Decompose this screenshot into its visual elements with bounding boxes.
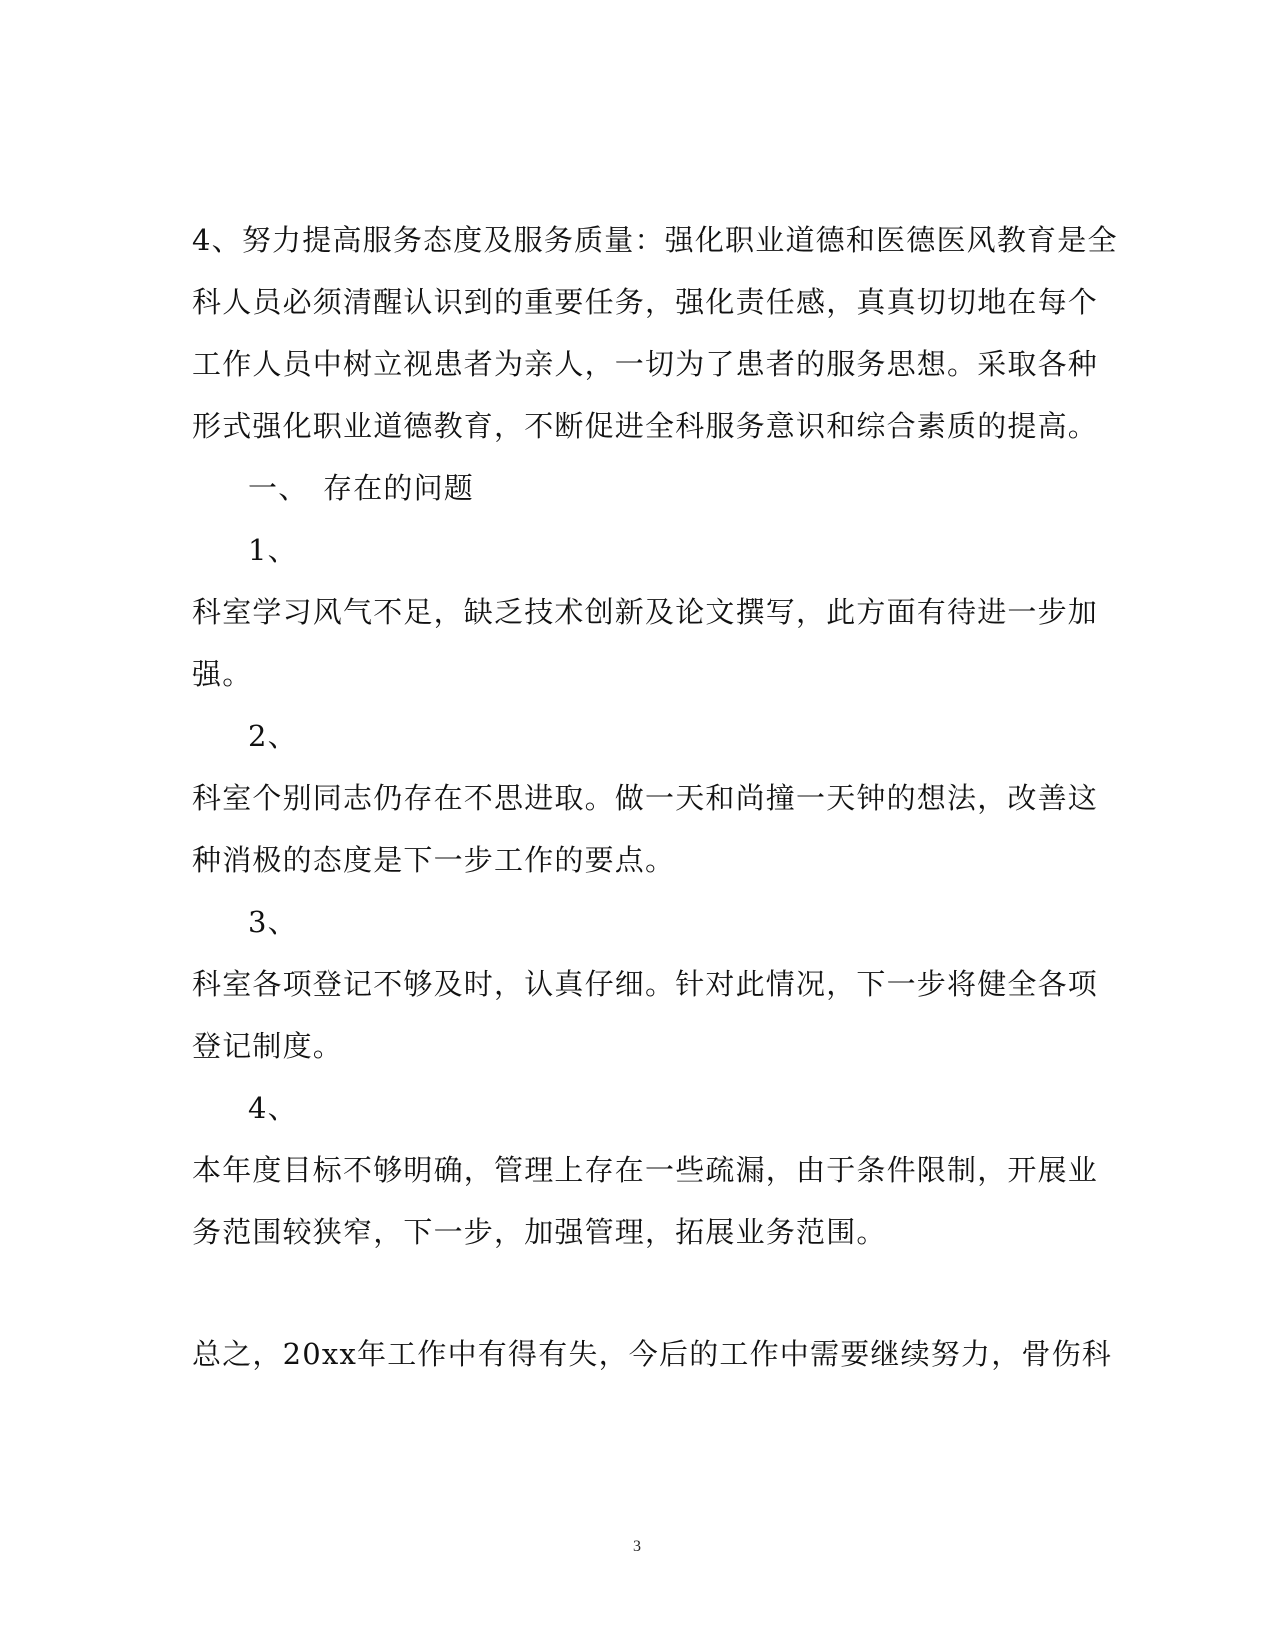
item-text-line: 种消极的态度是下一步工作的要点。 xyxy=(192,843,676,877)
page-number: 3 xyxy=(633,1538,641,1555)
item-text-line: 务范围较狭窄，下一步，加强管理，拓展业务范围。 xyxy=(192,1215,887,1249)
item-text-line: 科室个别同志仍存在不思进取。做一天和尚撞一天钟的想法，改善这 xyxy=(192,781,1099,815)
item-number: 1、 xyxy=(248,533,298,567)
item-number: 3、 xyxy=(248,905,298,939)
item-number: 2、 xyxy=(248,719,298,753)
item-text-line: 本年度目标不够明确，管理上存在一些疏漏，由于条件限制，开展业 xyxy=(192,1153,1099,1187)
paragraph-line: 4、努力提高服务态度及服务质量：强化职业道德和医德医风教育是全 xyxy=(192,223,1118,257)
item-number: 4、 xyxy=(248,1091,298,1125)
paragraph-line: 形式强化职业道德教育，不断促进全科服务意识和综合素质的提高。 xyxy=(192,409,1099,443)
paragraph-line: 工作人员中树立视患者为亲人，一切为了患者的服务思想。采取各种 xyxy=(192,347,1099,381)
closing-line: 总之，20xx年工作中有得有失，今后的工作中需要继续努力，骨伤科 xyxy=(192,1337,1113,1371)
section-heading-text: 存在的问题 xyxy=(323,471,475,505)
item-text-line: 科室各项登记不够及时，认真仔细。针对此情况，下一步将健全各项 xyxy=(192,967,1099,1001)
section-heading-number: 一、 xyxy=(248,471,309,505)
item-text-line: 科室学习风气不足，缺乏技术创新及论文撰写，此方面有待进一步加 xyxy=(192,595,1099,629)
paragraph-line: 科人员必须清醒认识到的重要任务，强化责任感，真真切切地在每个 xyxy=(192,285,1099,319)
item-text-line: 登记制度。 xyxy=(192,1029,344,1063)
item-text-line: 强。 xyxy=(192,657,253,691)
